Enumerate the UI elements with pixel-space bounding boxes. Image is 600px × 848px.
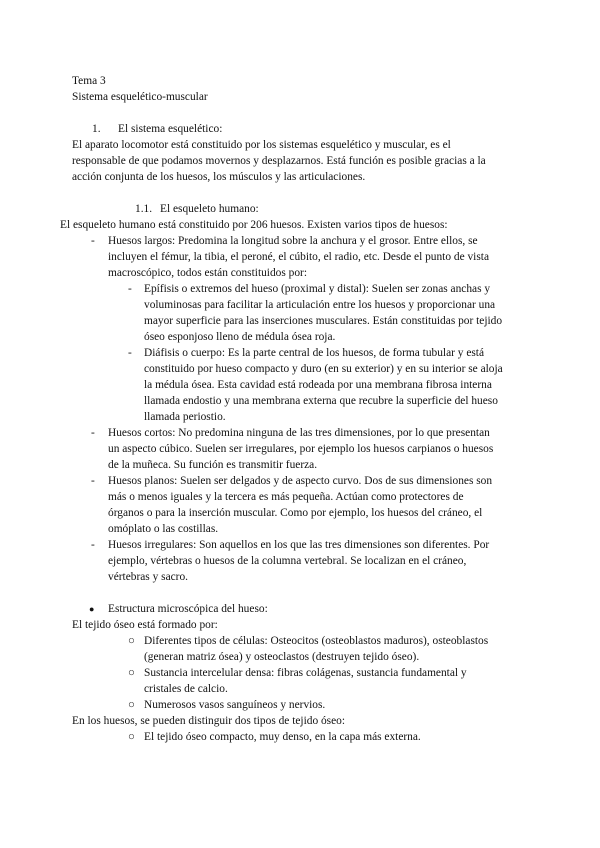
bullet-line: ejemplo, vértebras o huesos de la columna vertebral. Se localizan en el cráneo, (108, 555, 467, 567)
filled-bullet: ● (89, 604, 95, 614)
circle-bullet: ○ (128, 635, 135, 647)
sub-bullet-line: constituido por hueso compacto y duro (en su exterior) y en su interior se aloja (144, 363, 503, 375)
section-1-1-heading: El esqueleto humano: (160, 203, 259, 215)
circle-bullet: ○ (128, 699, 135, 711)
section-1-1-number: 1.1. (135, 203, 153, 215)
bullet-line: un aspecto cúbico. Suelen ser irregulares, por ejemplo los huesos carpianos o huesos (108, 443, 494, 455)
sub-bullet-line: mayor superficie para las inserciones musculares. Están constituidas por tejido (144, 315, 503, 327)
section-1-heading: El sistema esquelético: (118, 123, 223, 135)
bullet-line: vértebras y sacro. (108, 571, 189, 583)
bullet-line: órganos o para la inserción muscular. Como por ejemplo, los huesos del cráneo, el (108, 507, 483, 519)
section-1-number: 1. (92, 123, 101, 135)
circle-item-line: Diferentes tipos de células: Osteocitos (osteoblastos maduros), osteoblastos (144, 635, 489, 647)
bullet-line: Huesos cortos: No predomina ninguna de las tres dimensiones, por lo que presentan (108, 427, 490, 439)
bullet-line: más o menos iguales y la tercera es más pequeña. Actúan como protectores de (108, 491, 464, 503)
circle-item-line: El tejido óseo compacto, muy denso, en la capa más externa. (144, 731, 421, 743)
dash-bullet: - (91, 235, 95, 247)
circle-bullet: ○ (128, 667, 135, 679)
bullet-line: macroscópico, todos están constituidos por: (108, 267, 307, 279)
circle-bullet: ○ (128, 731, 135, 743)
microscopic-heading: Estructura microscópica del hueso: (108, 603, 268, 615)
sub-bullet-line: llamada periostio. (144, 411, 226, 423)
dash-bullet: - (91, 427, 95, 439)
sub-bullet-line: voluminosas para facilitar la articulación entre los huesos y proporcionar una (144, 299, 496, 311)
bullet-line: Huesos irregulares: Son aquellos en los que las tres dimensiones son diferentes. Por (108, 539, 490, 551)
sub-bullet-line: óseo esponjoso lleno de médula ósea roja. (144, 331, 336, 343)
sub-bullet-line: llamada endostio y una membrana externa que recubre la superficie del hueso (144, 395, 498, 407)
circle-item-line: Sustancia intercelular densa: fibras colágenas, sustancia fundamental y (144, 667, 467, 679)
dash-bullet: - (91, 539, 95, 551)
dash-bullet: - (91, 475, 95, 487)
bullet-line: incluyen el fémur, la tibia, el peroné, el cúbito, el radio, etc. Desde el punto de vista (108, 251, 489, 263)
microscopic-intro: El tejido óseo está formado por: (72, 619, 218, 631)
section-1-paragraph-line: acción conjunta de los huesos, los músculos y las articulaciones. (72, 171, 366, 183)
bullet-line: de la muñeca. Su función es transmitir fuerza. (108, 459, 318, 471)
bullet-line: omóplato o las costillas. (108, 523, 219, 535)
bullet-line: Huesos planos: Suelen ser delgados y de aspecto curvo. Dos de sus dimensiones son (108, 475, 493, 487)
sub-bullet-line: la médula ósea. Esta cavidad está rodeada por una membrana fibrosa interna (144, 379, 492, 391)
circle-item-line: cristales de calcio. (144, 683, 228, 695)
section-1-1-intro: El esqueleto humano está constituido por 206 huesos. Existen varios tipos de huesos: (60, 219, 448, 231)
dash-bullet: - (128, 347, 132, 359)
microscopic-outro: En los huesos, se pueden distinguir dos tipos de tejido óseo: (72, 715, 346, 727)
circle-item-line: (generan matriz ósea) y osteoclastos (destruyen tejido óseo). (144, 651, 420, 663)
sub-bullet-line: Epífisis o extremos del hueso (proximal y distal): Suelen ser zonas anchas y (144, 283, 491, 295)
sub-bullet-line: Diáfisis o cuerpo: Es la parte central de los huesos, de forma tubular y está (144, 347, 485, 359)
section-1-paragraph-line: responsable de que podamos movernos y desplazarnos. Está función es posible gracias a la (72, 155, 486, 167)
dash-bullet: - (128, 283, 132, 295)
circle-item-line: Numerosos vasos sanguíneos y nervios. (144, 699, 326, 711)
topic-subtitle: Sistema esquelético-muscular (72, 91, 208, 103)
topic-title: Tema 3 (72, 75, 106, 87)
section-1-paragraph-line: El aparato locomotor está constituido por los sistemas esquelético y muscular, es el (72, 139, 451, 151)
bullet-line: Huesos largos: Predomina la longitud sobre la anchura y el grosor. Entre ellos, se (108, 235, 478, 247)
